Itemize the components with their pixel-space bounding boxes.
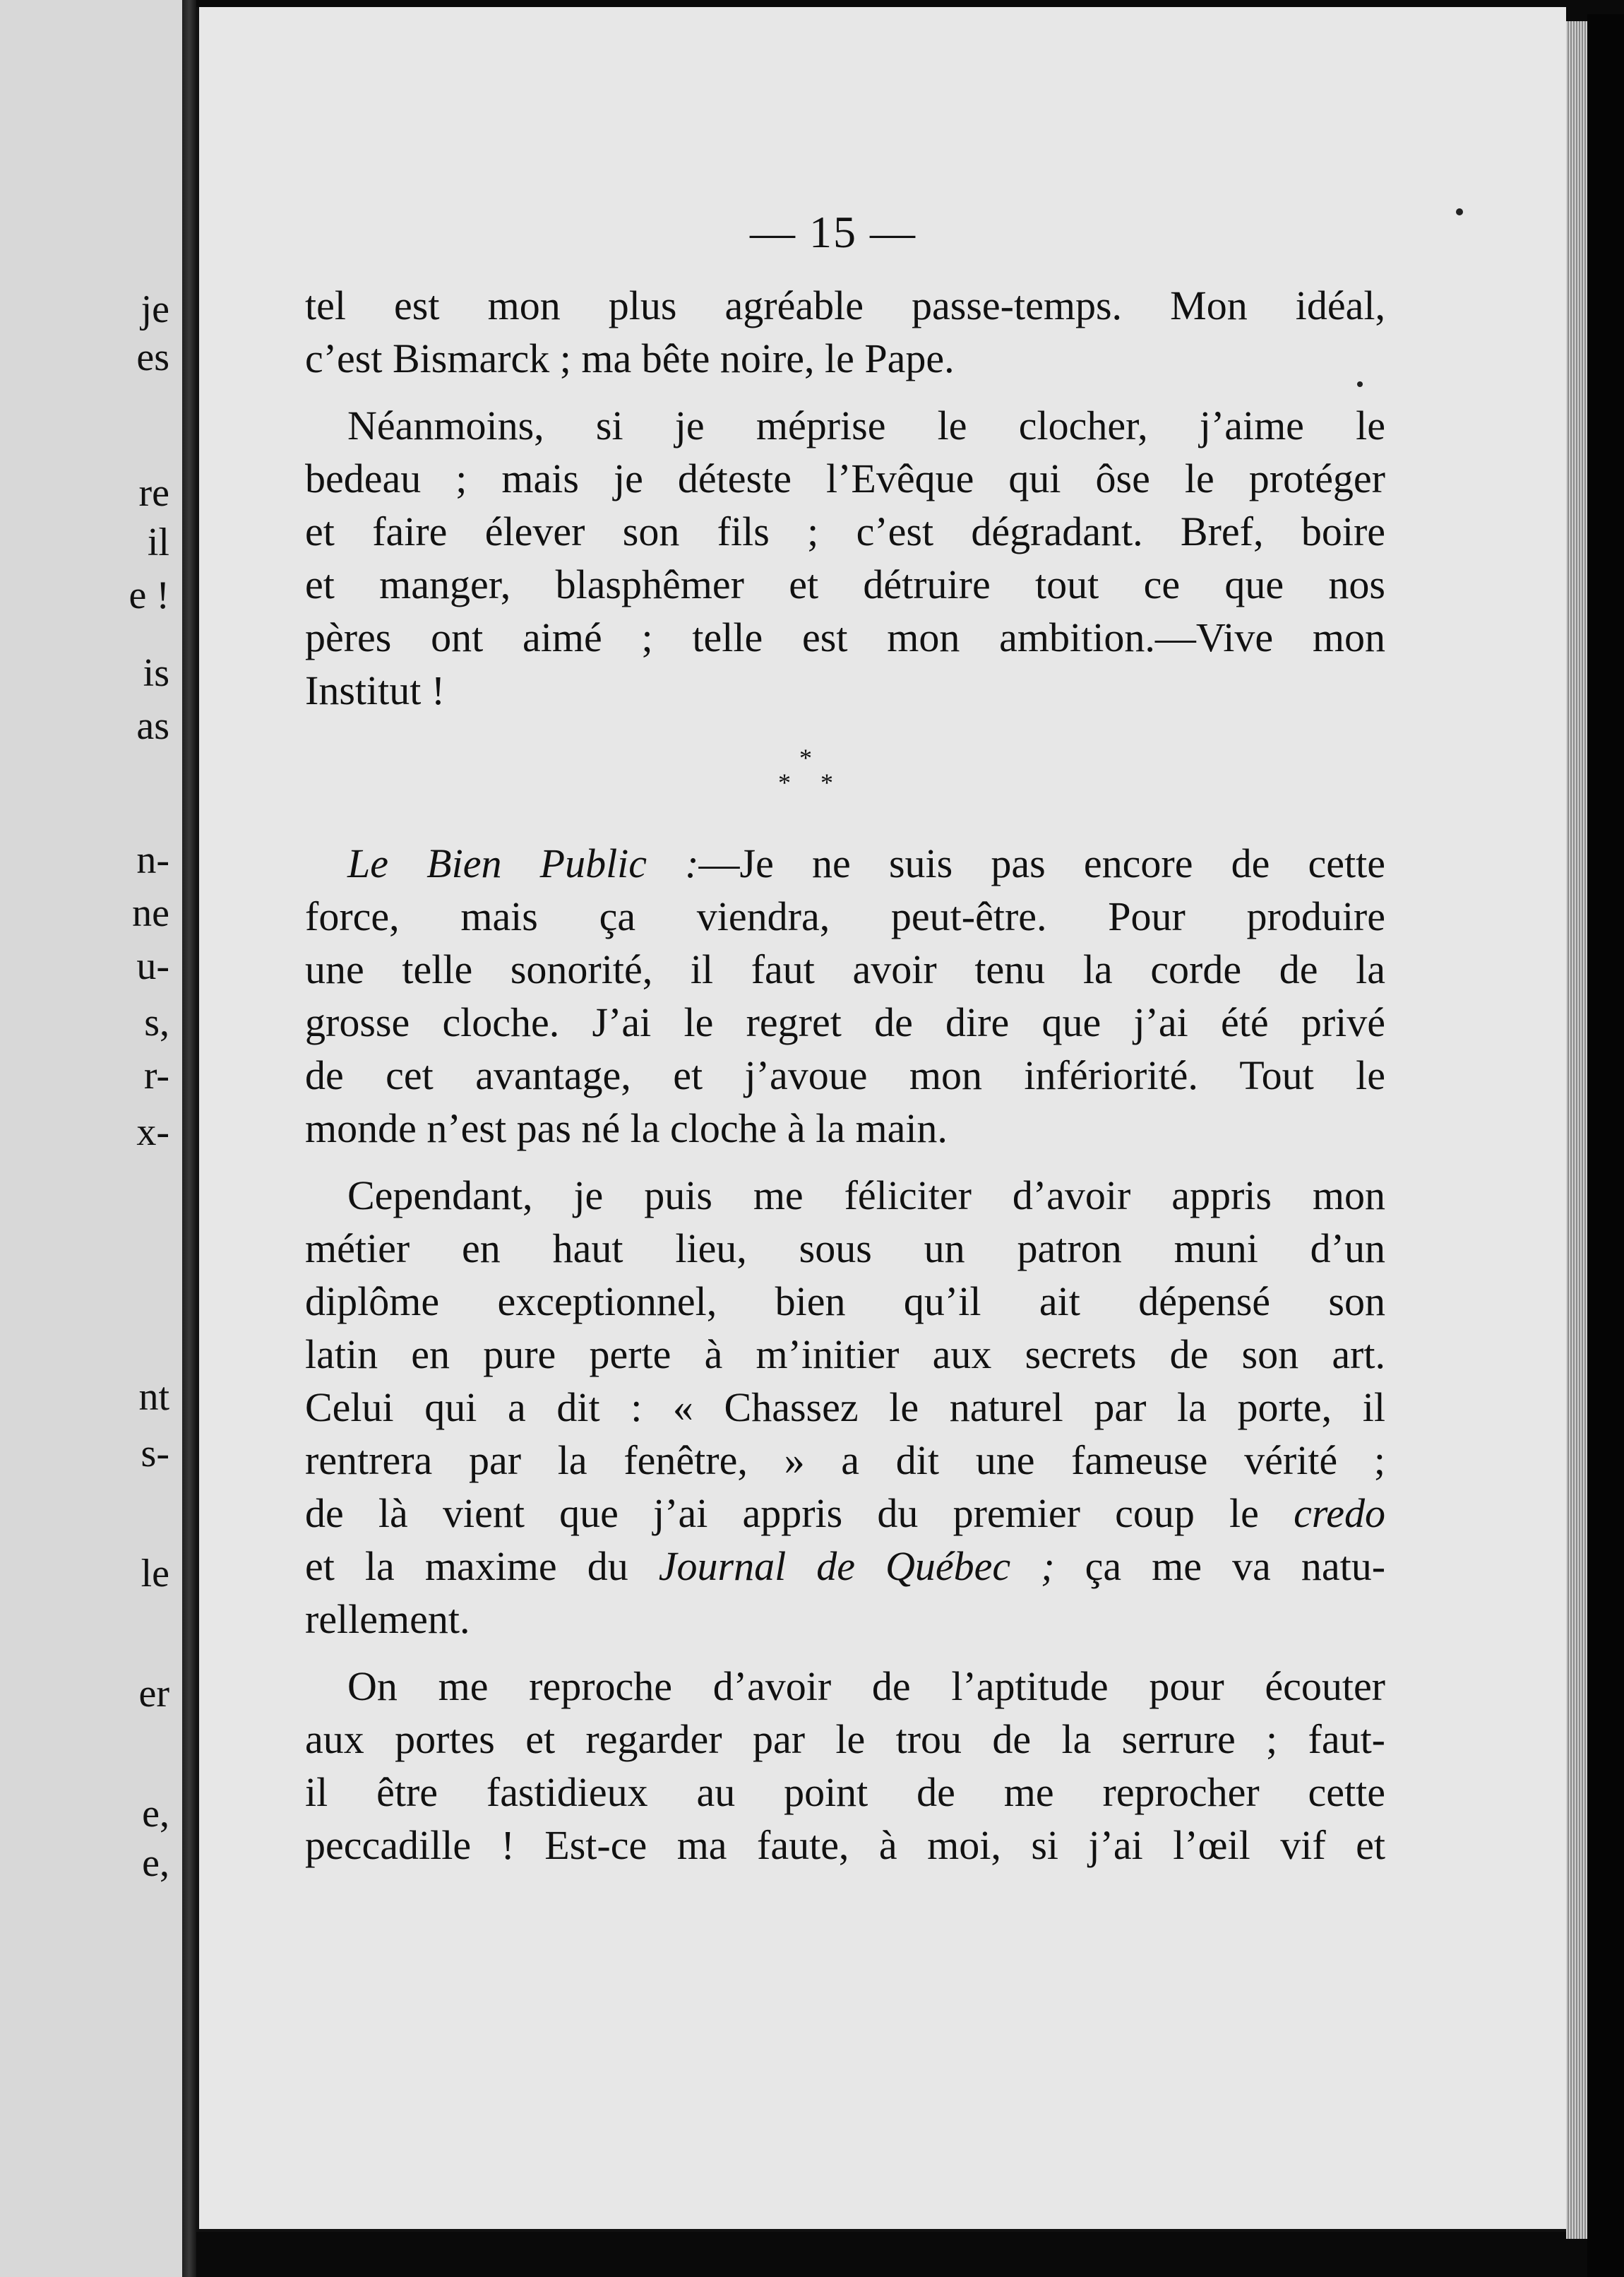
- text-line: force, mais ça viendra, peut-être. Pour produire: [305, 893, 1385, 939]
- separator-star: *: [778, 768, 791, 797]
- left-page-fragment: re: [138, 471, 169, 515]
- paragraph-5: [305, 1660, 1385, 1872]
- left-page-fragment: il: [147, 521, 169, 564]
- paragraph-2: [305, 399, 1385, 717]
- text-span: —Je ne suis pas encore de cette: [698, 840, 1385, 886]
- book-page: [196, 7, 1566, 2232]
- page-edges: [1566, 21, 1587, 2239]
- left-page-fragment: es: [136, 335, 169, 379]
- text-line: bedeau ; mais je déteste l’Evêque qui ôse le protéger: [305, 456, 1385, 501]
- left-page-fragment: s,: [144, 1001, 169, 1045]
- separator-star: *: [799, 744, 812, 772]
- left-page-fragment: s-: [141, 1432, 169, 1475]
- left-facing-page: [0, 0, 182, 2277]
- left-page-fragment: as: [136, 704, 169, 748]
- text-line: de cet avantage, et j’avoue mon infériorité. Tout le: [305, 1052, 1385, 1098]
- book-spine: [182, 0, 196, 2277]
- left-page-fragment: is: [143, 651, 169, 695]
- page-number: — 15 —: [750, 207, 917, 257]
- left-page-fragment: x-: [136, 1110, 169, 1154]
- italic-title: Journal de Québec ;: [658, 1543, 1055, 1589]
- text-line: rellement.: [305, 1596, 470, 1642]
- text-line: pères ont aimé ; telle est mon ambition.—Vive mon: [305, 614, 1385, 660]
- left-page-fragment: e,: [142, 1841, 169, 1885]
- text-line: et manger, blasphêmer et détruire tout ce que nos: [305, 561, 1385, 607]
- text-line: [305, 837, 1385, 890]
- left-page-fragment: ne: [132, 891, 169, 935]
- text-line: et faire élever son fils ; c’est dégradant. Bref, boire: [305, 509, 1385, 554]
- left-page-fragment: er: [138, 1672, 169, 1716]
- text-line: c’est Bismarck ; ma bête noire, le Pape.: [305, 335, 955, 381]
- text-line: Celui qui a dit : « Chassez le naturel par la porte, il: [305, 1384, 1385, 1430]
- text-line: [305, 1487, 1385, 1540]
- text-line: rentrera par la fenêtre, » a dit une fameuse vérité ;: [305, 1437, 1385, 1483]
- text-line: Cependant, je puis me féliciter d’avoir appris mon: [347, 1172, 1385, 1218]
- left-page-fragment: e,: [142, 1792, 169, 1836]
- text-line: il être fastidieux au point de me reprocher cette: [305, 1769, 1385, 1815]
- left-page-fragment: n-: [136, 838, 169, 882]
- italic-term: credo: [1294, 1490, 1385, 1536]
- paragraph-1: [305, 279, 1385, 385]
- paragraph-3: [305, 837, 1385, 1155]
- left-page-fragment: le: [141, 1552, 169, 1595]
- background-shadow: [1587, 14, 1624, 2277]
- page-body: [305, 279, 1385, 1886]
- left-page-fragment: je: [141, 287, 169, 331]
- text-line: grosse cloche. J’ai le regret de dire que j’ai été privé: [305, 999, 1385, 1045]
- text-span: ça me va natu-: [1085, 1543, 1386, 1589]
- left-page-fragment: nt: [138, 1375, 169, 1419]
- text-line: Institut !: [305, 667, 446, 713]
- text-line: une telle sonorité, il faut avoir tenu la corde de la: [305, 946, 1385, 992]
- text-line: aux portes et regarder par le trou de la serrure ; faut-: [305, 1716, 1385, 1762]
- text-line: métier en haut lieu, sous un patron muni d’un: [305, 1225, 1385, 1271]
- text-line: Néanmoins, si je méprise le clocher, j’aime le: [347, 403, 1385, 448]
- left-page-fragment: u-: [136, 944, 169, 988]
- speaker-name: Le Bien Public :: [347, 840, 699, 886]
- text-line: peccadille ! Est-ce ma faute, à moi, si j’ai l’œil vif et: [305, 1822, 1385, 1868]
- text-line: monde n’est pas né la cloche à la main.: [305, 1105, 948, 1151]
- text-line: tel est mon plus agréable passe-temps. Mon idéal,: [305, 283, 1385, 328]
- left-page-fragment: e !: [129, 573, 169, 617]
- text-line: diplôme exceptionnel, bien qu’il ait dépensé son: [305, 1278, 1385, 1324]
- text-span: de là vient que j’ai appris du premier coup le: [305, 1490, 1259, 1536]
- paragraph-4: [305, 1169, 1385, 1646]
- section-separator: [305, 731, 1385, 816]
- text-line: On me reproche d’avoir de l’aptitude pour écouter: [347, 1663, 1385, 1709]
- text-line: latin en pure perte à m’initier aux secrets de son art.: [305, 1331, 1385, 1377]
- separator-star: *: [820, 768, 833, 797]
- ink-speck: [1456, 208, 1463, 215]
- text-line: [305, 1540, 1385, 1593]
- text-span: et la maxime du: [305, 1543, 628, 1589]
- left-page-fragment: r-: [143, 1054, 169, 1098]
